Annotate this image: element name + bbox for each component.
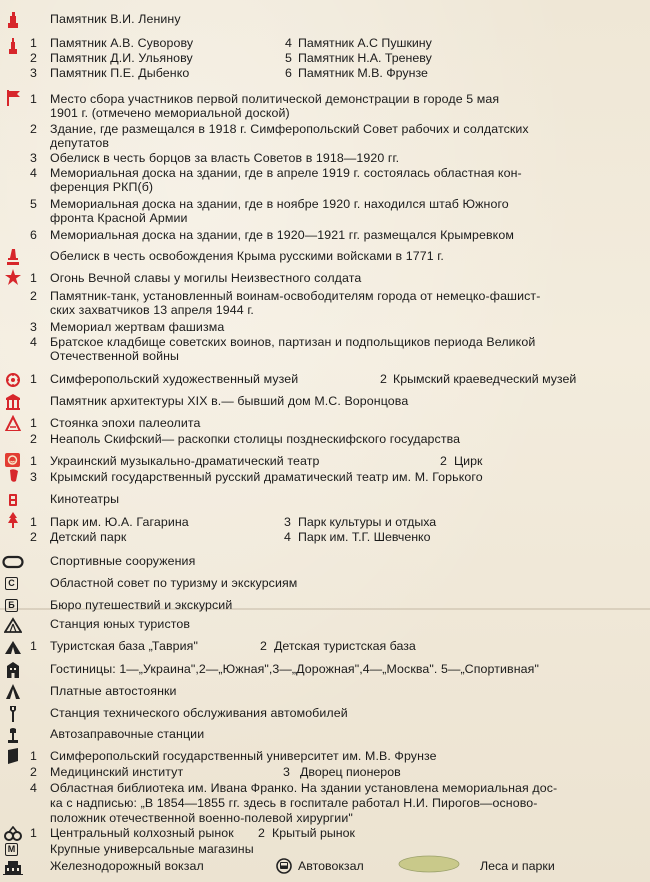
architecture-icon [4,394,22,410]
wrench-icon [4,706,22,722]
railway-station-icon [2,859,24,875]
tourbase-icon [4,639,22,655]
legend-text: Памятник В.И. Ленину [50,12,181,26]
star-icon [4,269,22,285]
market-icon [4,826,22,842]
book-icon [4,748,22,764]
council-icon: С [5,577,18,590]
bureau-icon: Б [5,599,18,612]
flag-icon [4,90,22,106]
store-icon: М [5,843,18,856]
stadium-icon [2,554,24,570]
parking-icon [4,684,22,700]
theatre-icon [5,453,20,467]
park-icon [4,512,22,528]
tent-icon [4,617,22,633]
cinema-icon [4,492,22,508]
archaeology-icon [4,415,22,431]
fuel-icon [4,727,22,743]
forest-swatch-icon [398,854,460,874]
monument-icon [4,12,22,28]
obelisk-icon [4,249,22,265]
theatre-mask-icon [4,468,22,484]
bus-station-icon [276,858,292,874]
museum-icon [4,372,22,388]
legend-sheet: Памятник В.И. Ленину 1 Памятник А.В. Суворову 4 Памятник А.С Пушкину 2 Памятник Д.И. Ульянову 5 Памятник Н.А. Треневу 3 Памятник П.Е. Дыбенко 6 Памятник М.В. Фрунзе 1 Место сбора участников первой политической демонстрации в городе 5 мая 1901 г. (отмечено мемориальной доской) 2 Здание, где размещался в 1918 г. Симферопольский Совет рабочих и солдатских депутатов 3 Обелиск в честь борцов за власть Советов в 1918—1920 гг. 4 Мемориальная доска на здании, где в апреле 1919 г. состоялась областная кон- ференция РКП(б) 5 Мемориальная доска на здании, где в ноябре 1920 г. находился штаб Южного фронта Красной Армии 6 Мемориальная доска на здании, где в 1920—1921 гг. размещался Крымревком Обелиск в честь освобождения Крыма русскими войсками в 1771 г. 1 Огонь Вечной славы у могилы Неизвестного солдата 2 Памятник-танк, установленный воинам-освободителям города от немецко-фашист- ских захватчиков 13 апреля 1944 г. 3 Мемориал жертвам фашизма 4 Братское кладбище советских воинов, партизан и подпольщиков периода Великой Отечественной войны 1 Симферопольский художественный музей 2 Крымский краеведческий музей Памятник архитектуры XIX в.— бывший дом М.С. Воронцова 1 Стоянка эпохи палеолита 2 Неаполь Скифский— раскопки столицы позднескифского государства 1 Украинский музыкально-драматический театр 2 Цирк 3 Крымский государственный русский драматический театр им. М. Горького Кинотеатры 1 Парк им. Ю.А. Гагарина 3 Парк культуры и отдыха 2 Детский парк 4 Парк им. Т.Г. Шевченко Спортивные сооружения С Областной совет по туризму и экскурсиям Б Бюро путешествий и экскурсий Станция юных туристов 1 Туристская база „Таврия" 2 Детская туристская база Гостиницы: 1—„Украина",2—„Южная",3—„Дорожная",4—„Москва". 5—„Спортивная" Платные автостоянки Станция технического обслуживания автомобилей Автозаправочные станции 1 Симферопольский государственный университет им. М.В. Фрунзе 2 Медицинский институт 3 Дворец пионеров 4 Областная библиотека им. Ивана Франко. На здании установлена мемориальная дос- ка с надписью: „В 1854—1855 гг. здесь в госпитале работал Н.И. Пирогов—осново- положник отечественной военно-полевой хирургии" 1 Центральный колхозный рынок 2 Крытый рынок М Крупные универсальные магазины Железнодорожный вокзал Автовокзал Леса и парки [0,0,650,882]
monument-small-icon [4,38,22,54]
hotel-icon [4,662,22,678]
